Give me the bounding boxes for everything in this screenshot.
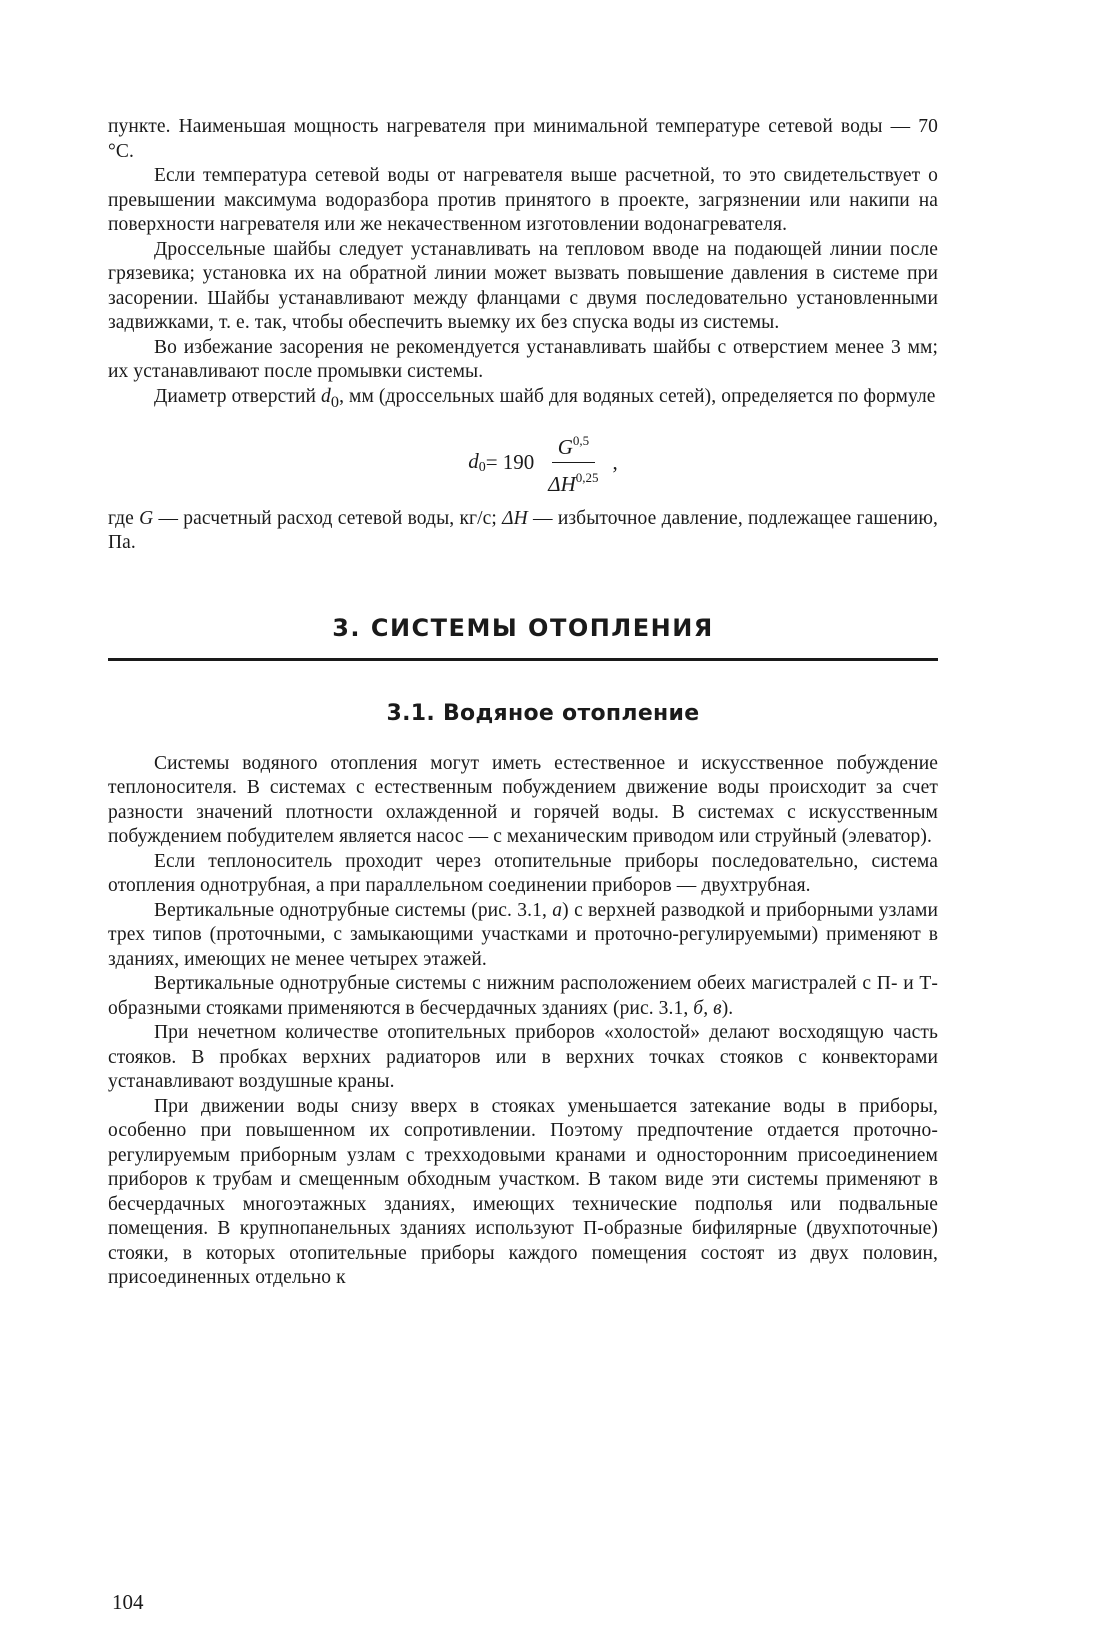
text-segment: ).: [721, 997, 734, 1019]
formula-var-d: d: [468, 448, 479, 473]
formula-lhs: [468, 449, 486, 476]
formula-sub-0: 0: [478, 459, 486, 475]
chapter-divider: [108, 658, 938, 661]
formula-exp-num: 0,5: [572, 432, 590, 448]
legend-var-g: G: [139, 507, 154, 529]
text-segment: Диаметр отверстий: [154, 385, 322, 407]
formula-comma: ,: [612, 449, 618, 474]
paragraph-water-heating-intro: Системы водяного отопления могут иметь естественное и искусственное побуждение теплоносителя. В системах с естественным побуждением движение воды происходит за счет разности значений плотности охлажденной и горячей воды. В системах с искусственным побуждением побудителем является насос — с механическим приводом или струйный (элеватор).: [108, 752, 938, 848]
paragraph-bottom-up-flow: При движении воды снизу вверх в стояках уменьшается затекание воды в приборы, особенно при повышенном их сопротивлении. Поэтому предпочтение отдается проточно-регулируемым приборным узлам с трехходовыми кранами и односторонним присоединением приборов к трубам и смещенным обходным участком. В таком виде эти системы применяют в бесчердачных многоэтажных зданиях, имеющих технические подполья или подвальные помещения. В крупнопанельных зданиях используют П-образные бифилярные (двухпоточные) стояки, в которых отопительные приборы каждого помещения состоят из двух половин, присоединенных отдельно к: [108, 1095, 938, 1289]
figure-ref-a: а: [552, 899, 563, 921]
paragraph-throttle-washers: Дроссельные шайбы следует устанавливать на тепловом вводе на подающей линии после грязевика; установка их на обратной линии может вызвать повышение давления в системе при засорении. Шайбы устанавливают между фланцами с двумя последовательно установленными задвижками, т. е. так, чтобы обеспечить выемку их без спуска воды из системы.: [108, 238, 938, 333]
chapter-title: 3. СИСТЕМЫ ОТОПЛЕНИЯ: [332, 613, 714, 642]
formula-var-g: G: [557, 434, 573, 459]
text-segment: — расчетный расход сетевой воды, кг/с;: [153, 507, 503, 529]
text-segment: , мм (дроссельных шайб для водяных сетей), определяется по формуле: [339, 385, 936, 407]
text-segment: — избыточное давление, подлежащее гашению, Па.: [108, 507, 938, 554]
paragraph-diameter-intro: [108, 385, 938, 414]
formula-var-dh: ΔH: [548, 471, 576, 496]
paragraph-continuation: пункте. Наименьшая мощность нагревателя при минимальной температуре сетевой воды — 70 °С.: [108, 116, 938, 162]
formula-orifice-diameter: [108, 428, 938, 497]
paragraph-vertical-upper: [108, 899, 938, 973]
text-segment: Вертикальные однотрубные системы с нижним расположением обеих магистралей с П- и Т-образными стояками применяются в бесчердачных зданиях (рис. 3.1,: [108, 973, 938, 1019]
formula-equals-coefficient: = 190: [485, 449, 535, 474]
paragraph-vertical-lower: [108, 972, 938, 1021]
paragraph-clogging: Во избежание засорения не рекомендуется устанавливать шайбы с отверстием менее 3 мм; их устанавливают после промывки системы.: [108, 336, 938, 382]
paragraph-heater-temperature: Если температура сетевой воды от нагревателя выше расчетной, то это свидетельствует о превышении максимума водоразбора против принятого в проекте, загрязнении или накипи на поверхности нагревателя или же некачественном изготовлении водонагревателя.: [108, 165, 938, 235]
section-title: 3.1. Водяное отопление: [386, 700, 700, 726]
legend-var-dh: ΔH: [502, 507, 528, 529]
figure-ref-bv: б, в: [693, 997, 722, 1019]
formula-denominator: [542, 463, 604, 497]
text-segment: ) с верхней разводкой и приборными узлами трех типов (проточными, с замыкающими участками и проточно-регулируемыми) применяют в зданиях, имеющих не менее четырех этажей.: [108, 899, 938, 970]
page-content: [108, 115, 938, 1291]
subscript-zero: 0: [330, 392, 340, 411]
page-number: 104: [112, 1590, 144, 1614]
formula-numerator: [552, 428, 595, 463]
text-segment: Вертикальные однотрубные системы (рис. 3.1,: [154, 899, 553, 921]
paragraph-formula-legend: [108, 507, 938, 556]
formula-exp-den: 0,25: [575, 469, 599, 485]
formula-fraction: [542, 428, 604, 497]
paragraph-single-pipe-definition: Если теплоноситель проходит через отопительные приборы последовательно, система отопления однотрубная, а при параллельном соединении приборов — двухтрубная.: [108, 850, 938, 897]
text-segment: где: [108, 507, 140, 529]
paragraph-odd-devices: При нечетном количестве отопительных приборов «холостой» делают восходящую часть стояков. В пробках верхних радиаторов или в верхних точках стояков с конвекторами устанавливают воздушные краны.: [108, 1022, 938, 1093]
variable-d: d: [321, 385, 331, 407]
